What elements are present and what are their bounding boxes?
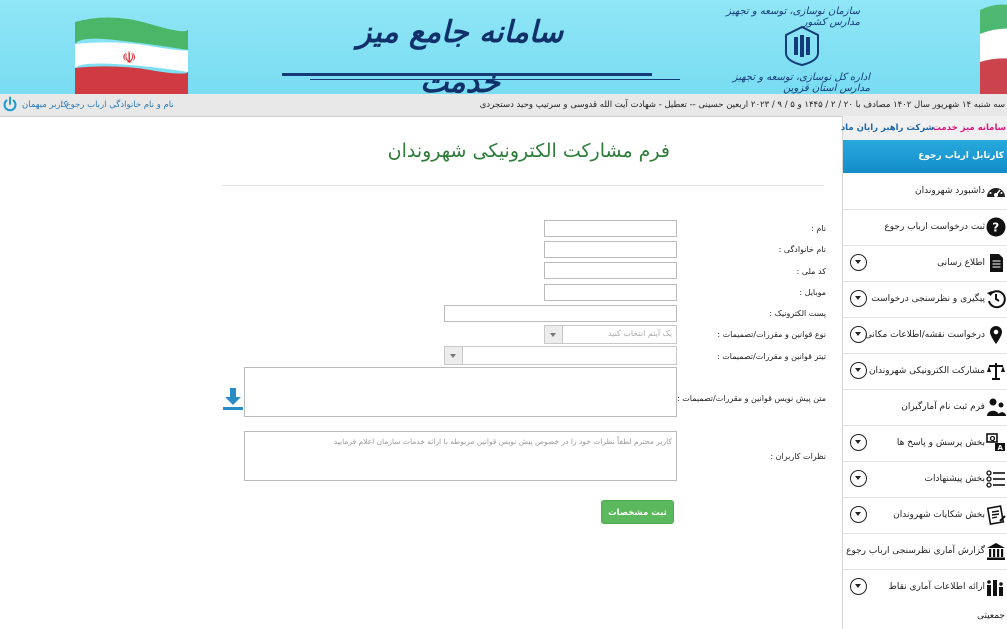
chevron-down-icon[interactable] [850, 470, 867, 487]
sidebar-item-population-stats[interactable] [843, 570, 1007, 628]
title-underline-thin [310, 79, 680, 80]
iran-flag-image [70, 10, 190, 94]
page-title: فرم مشارکت الکترونیکی شهروندان [387, 140, 670, 162]
sidebar-item-map-request[interactable] [843, 318, 1007, 354]
map-pin-icon [986, 325, 1006, 345]
user-name: کاربر میهمان [22, 100, 68, 110]
chevron-down-icon[interactable] [445, 347, 463, 364]
title-underline [282, 73, 652, 76]
sidebar-item-dashboard[interactable] [843, 174, 1007, 210]
national-code-field[interactable] [544, 262, 677, 279]
email-field[interactable] [444, 305, 677, 322]
building-icon [986, 541, 1006, 561]
chevron-down-icon[interactable] [850, 434, 867, 451]
label-law-draft: متن پیش نویس قوانین و مقررات/تصمیمات : [677, 394, 826, 403]
link-company[interactable]: شرکت راهبر رایان ماد [840, 123, 934, 133]
sidebar-item-e-participation[interactable] [843, 354, 1007, 390]
qa-icon [986, 433, 1006, 453]
label-user-comments: نظرات کاربران : [770, 452, 826, 461]
chevron-down-icon[interactable] [850, 254, 867, 271]
comments-textarea[interactable] [244, 431, 677, 481]
sidebar-item-label-cont: جمعیتی [976, 611, 1005, 621]
first-name-field[interactable] [544, 220, 677, 237]
sidebar-active-label: کارتابل ارباب رجوع [918, 151, 1004, 161]
sidebar-item-active[interactable] [843, 140, 1007, 173]
label-law-type: نوع قوانین و مقررات/تصمیمات : [717, 330, 826, 339]
last-name-field[interactable] [544, 241, 677, 258]
sidebar-item-label: درخواست نقشه/اطلاعات مکانی [864, 330, 985, 340]
label-first-name: نام : [811, 224, 826, 233]
flag-edge-image [980, 0, 1007, 94]
sidebar-top-links [840, 116, 1007, 141]
law-title-select[interactable] [444, 346, 677, 365]
sidebar-item-label: اطلاع رسانی [937, 258, 985, 268]
site-title: سامانه جامع میز [356, 15, 564, 50]
checklist-icon [986, 469, 1006, 489]
sidebar-item-label: فرم ثبت نام آمارگیران [901, 402, 985, 412]
sidebar-item-label: پیگیری و نظرسنجی درخواست [871, 294, 985, 304]
site-header [0, 0, 1007, 94]
sidebar-item-label: ارائه اطلاعات آماری نقاط [888, 582, 985, 592]
chevron-down-icon[interactable] [850, 362, 867, 379]
label-law-title: تیتر قوانین و مقررات/تصمیمات : [717, 352, 826, 361]
label-national-code: کد ملی : [796, 267, 826, 276]
chevron-down-icon[interactable] [850, 578, 867, 595]
date-ticker: سه شنبه ۱۴ شهریور سال ۱۴۰۲ مصادف با ۲۰ / ۲ / ۱۴۴۵ و ۵ / ۹ / ۲۰۲۳ اربعین حسینی -- تعطیل - شهادت آیت الله قدوسی و سرتیپ وحید دستجردی [479, 100, 1005, 110]
sidebar-item-census-form[interactable] [843, 390, 1007, 426]
sidebar-item-suggestions[interactable] [843, 462, 1007, 498]
sidebar [842, 116, 1007, 629]
mobile-field[interactable] [544, 284, 677, 301]
sidebar-item-label: گزارش آماری نظرسنجی ارباب رجوع [846, 546, 985, 556]
user-role-label: نام و نام خانوادگی ارباب رجوع : [60, 100, 174, 110]
complaint-icon [986, 505, 1006, 525]
people-icon [986, 397, 1006, 417]
label-email: پست الکترونیک : [769, 309, 826, 318]
sidebar-item-qa[interactable] [843, 426, 1007, 462]
law-draft-textarea[interactable] [244, 367, 677, 417]
sidebar-item-label: بخش شکایات شهروندان [893, 510, 985, 520]
svg-text:A: A [997, 444, 1003, 452]
chevron-down-icon[interactable] [545, 326, 563, 343]
submit-button[interactable]: ثبت مشخصات [601, 500, 674, 524]
comments-placeholder: کاربر محترم لطفاً نظرات خود را در خصوص پیش نویس قوانین مربوطه با ارائه خدمات سازمان اعلام فرمایید [333, 437, 672, 446]
link-service-desk[interactable]: سامانه میز خدمت [932, 123, 1006, 133]
title-divider [222, 185, 824, 186]
info-bar [0, 94, 1007, 117]
svg-text:☫: ☫ [122, 48, 137, 67]
label-mobile: موبایل : [799, 288, 826, 297]
organization-logo-icon [782, 25, 822, 67]
org-name-top: سازمان نوسازی، توسعه و تجهیز مدارس کشور [726, 6, 860, 28]
chevron-down-icon[interactable] [850, 326, 867, 343]
scale-icon [986, 361, 1006, 381]
question-icon [986, 217, 1006, 237]
population-icon [986, 577, 1006, 597]
logout-power-icon[interactable] [2, 96, 18, 112]
sidebar-item-complaints[interactable] [843, 498, 1007, 534]
sidebar-item-announcements[interactable] [843, 246, 1007, 282]
sidebar-item-tracking[interactable] [843, 282, 1007, 318]
download-icon[interactable] [222, 387, 244, 411]
chevron-down-icon[interactable] [850, 290, 867, 307]
svg-text:?: ? [992, 220, 1000, 235]
sidebar-item-label: داشبورد شهروندان [915, 186, 985, 196]
sidebar-item-label: بخش پرسش و پاسخ ها [896, 438, 985, 448]
org-name-bottom: اداره کل نوسازی، توسعه و تجهیز مدارس استان قزوین [732, 72, 870, 94]
history-icon [986, 289, 1006, 309]
document-icon [986, 253, 1006, 273]
law-type-placeholder: یک آیتم انتخاب کنید [607, 329, 672, 338]
sidebar-item-label: مشارکت الکترونیکی شهروندان [868, 366, 985, 376]
label-last-name: نام خانوادگی : [778, 245, 826, 254]
chevron-down-icon[interactable] [850, 506, 867, 523]
sidebar-item-register-request[interactable] [843, 210, 1007, 246]
dashboard-icon [986, 181, 1006, 201]
law-type-select[interactable] [544, 325, 677, 344]
sidebar-item-label: بخش پیشنهادات [924, 474, 985, 484]
sidebar-item-survey-report[interactable] [843, 534, 1007, 570]
sidebar-item-label: ثبت درخواست ارباب رجوع [884, 222, 985, 232]
svg-text:Q: Q [989, 435, 996, 443]
